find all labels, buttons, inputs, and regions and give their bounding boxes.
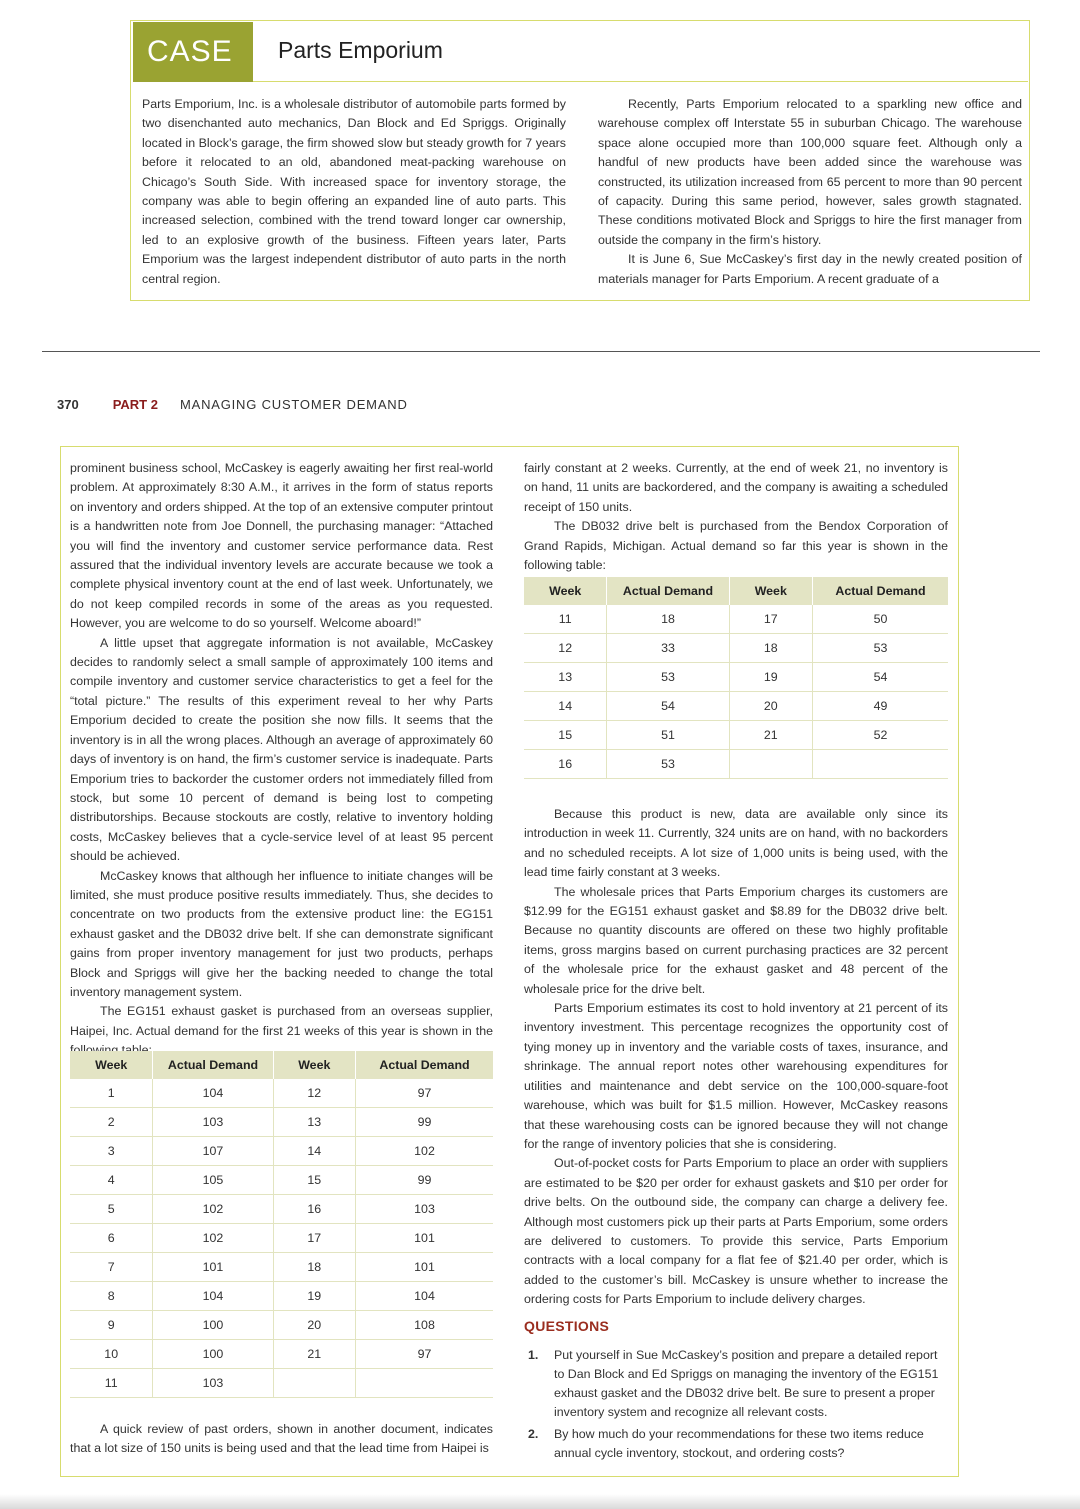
table-cell: 21 bbox=[729, 721, 812, 750]
table-row bbox=[70, 1340, 493, 1369]
table-cell: 7 bbox=[70, 1253, 153, 1282]
table-row bbox=[524, 634, 948, 663]
page-header bbox=[57, 397, 408, 412]
page-divider bbox=[42, 351, 1040, 352]
paragraph: Parts Emporium, Inc. is a wholesale distributor of automobile parts formed by two disenchanted auto mechanics, Dan Block and Ed Spriggs. Originally located in Block’s garage, the firm showed slow but steady growth for 7 years before it relocated to an old, abandoned meat-packing warehouse on Chicago’s South Side. With increased space for inventory storage, the company was able to begin offering an expanded line of auto parts. This increased selection, combined with the trend toward longer car ownership, led to an explosive growth of the business. Fifteen years later, Parts Emporium was the largest independent distributor of auto parts in the north central region. bbox=[142, 97, 566, 286]
table-cell: 101 bbox=[356, 1253, 494, 1282]
table-row bbox=[524, 692, 948, 721]
table-cell: 18 bbox=[607, 605, 729, 634]
data-table bbox=[524, 577, 948, 779]
table-cell: 2 bbox=[70, 1108, 153, 1137]
table-cell: 6 bbox=[70, 1224, 153, 1253]
table-cell: 53 bbox=[607, 663, 729, 692]
table-cell: 10 bbox=[70, 1340, 153, 1369]
question-text: By how much do your recommendations for these two items reduce annual cycle inventory, stockout, and ordering costs? bbox=[554, 1427, 924, 1460]
table-cell: 12 bbox=[524, 634, 607, 663]
questions-list bbox=[524, 1346, 948, 1466]
paragraph: A little upset that aggregate information is not available, McCaskey decides to randomly select a small sample of approximately 100 items and compile inventory and customer service characteristics to get a feel for the “total picture.” The results of this experiment reveal to her why Parts Emporium decided to create the position she now fills. It seems that the inventory is in all the wrong places. Although an average of approximately 60 days of inventory is on hand, the firm’s customer service is inadequate. Parts Emporium tries to backorder the customer orders not immediately filled from stock, but some 10 percent of demand is being lost to competing distributorships. Because stockouts are costly, relative to inventory holding costs, McCaskey believes that a cycle-service level of at least 95 percent should be achieved. bbox=[70, 635, 493, 864]
table-row bbox=[70, 1108, 493, 1137]
table-cell: 8 bbox=[70, 1282, 153, 1311]
table-cell: 16 bbox=[524, 750, 607, 779]
column-header: Week bbox=[524, 577, 607, 605]
table-row bbox=[70, 1311, 493, 1340]
paragraph: Parts Emporium estimates its cost to hold inventory at 21 percent of its inventory investment. This percentage recognizes the opportunity cost of tying money up in inventory and the variable costs of taxes, insurance, and shrinkage. The annual report notes other warehousing expenditures for utilities and maintenance and debt service on the 100,000-square-foot warehouse, which was built for $1.5 million. However, McCaskey reasons that these warehousing costs can be ignored because they will not change for the range of inventory policies that she is considering. bbox=[524, 1001, 948, 1151]
table-cell: 33 bbox=[607, 634, 729, 663]
table-cell: 15 bbox=[273, 1166, 355, 1195]
table-cell: 4 bbox=[70, 1166, 153, 1195]
table-cell: 20 bbox=[273, 1311, 355, 1340]
column-header: Actual Demand bbox=[356, 1051, 494, 1079]
column-header: Week bbox=[70, 1051, 153, 1079]
table-cell: 13 bbox=[273, 1108, 355, 1137]
table-cell bbox=[812, 750, 948, 779]
page-edge-shadow bbox=[0, 1494, 1080, 1509]
table-cell: 50 bbox=[812, 605, 948, 634]
table-cell: 101 bbox=[356, 1224, 494, 1253]
table-cell: 105 bbox=[153, 1166, 273, 1195]
table-body bbox=[524, 605, 948, 779]
after-table-text bbox=[524, 805, 948, 1310]
question-text: Put yourself in Sue McCaskey’s position and prepare a detailed report to Dan Block and Ed Spriggs on managing the inventory of the EG151 exhaust gasket and the DB032 drive belt. Be sure to present a proper inventory system and recognize all relevant costs. bbox=[554, 1348, 939, 1419]
case-title: Parts Emporium bbox=[278, 37, 443, 63]
table-row bbox=[70, 1369, 493, 1398]
table-cell: 18 bbox=[729, 634, 812, 663]
question-item bbox=[524, 1425, 948, 1463]
table-cell: 102 bbox=[356, 1137, 494, 1166]
table-row bbox=[70, 1137, 493, 1166]
table-row bbox=[70, 1079, 493, 1108]
paragraph: It is June 6, Sue McCaskey’s first day in the newly created position of materials manager for Parts Emporium. A recent graduate of a bbox=[598, 252, 1022, 286]
table-cell: 17 bbox=[729, 605, 812, 634]
table-cell: 14 bbox=[273, 1137, 355, 1166]
table-cell: 14 bbox=[524, 692, 607, 721]
data-table bbox=[70, 1051, 493, 1398]
table-cell: 108 bbox=[356, 1311, 494, 1340]
column-header: Actual Demand bbox=[812, 577, 948, 605]
table-cell: 102 bbox=[153, 1224, 273, 1253]
table-cell bbox=[273, 1369, 355, 1398]
table-cell: 17 bbox=[273, 1224, 355, 1253]
table-cell: 97 bbox=[356, 1079, 494, 1108]
paragraph: The EG151 exhaust gasket is purchased from an overseas supplier, Haipei, Inc. Actual demand for the first 21 weeks of this year is shown in the bbox=[70, 1004, 493, 1038]
table-cell: 104 bbox=[153, 1079, 273, 1108]
paragraph: Recently, Parts Emporium relocated to a sparkling new office and warehouse complex off Interstate 55 in suburban Chicago. The warehouse space alone occupied more than 100,000 square feet. Although only a handful of new products have been added since the warehouse was constructed, its utilization increased from 65 percent to more than 90 percent of capacity. During this same period, however, sales growth stagnated. These conditions motivated Block and Spriggs to hire the first manager from outside the company in the firm’s history. bbox=[598, 97, 1022, 247]
table-cell: 102 bbox=[153, 1195, 273, 1224]
table-row bbox=[70, 1253, 493, 1282]
paragraph: The DB032 drive belt is purchased from the Bendox Corporation of Grand Rapids, Michigan. Actual demand so far this year is shown in the following table: bbox=[524, 519, 948, 573]
column-header: Week bbox=[273, 1051, 355, 1079]
eg151-demand-table bbox=[70, 1051, 493, 1459]
paragraph: McCaskey knows that although her influence to initiate changes will be limited, she must produce positive results immediately. Thus, she decides to concentrate on two products from the extensive product line: the EG151 exhaust gasket and the DB032 drive belt. If she can demonstrate significant gains from proper inventory management for just two products, perhaps Block and Spriggs will give her the backing needed to change the total inventory management system. bbox=[70, 868, 493, 999]
table-row bbox=[524, 663, 948, 692]
db032-demand-table bbox=[524, 577, 948, 1310]
table-cell: 19 bbox=[729, 663, 812, 692]
section-title: MANAGING CUSTOMER DEMAND bbox=[179, 397, 408, 412]
table-cell: 20 bbox=[729, 692, 812, 721]
table-cell: 11 bbox=[70, 1369, 153, 1398]
paragraph: prominent business school, McCaskey is eagerly awaiting her first real-world problem. At approximately 8:30 A.M., it arrives in the form of status reports on inventory and orders shipped. At the top of an extensive computer printout is a handwritten note from Joe Donnell, the purchasing manager: “Attached you will find the inventory and customer service performance data. Rest assured that the individual inventory levels are accurate because we took a complete physical inventory count at the end of last week. Unfortunately, we do not keep compiled records in some of the areas as you requested. However, you are welcome to do so yourself. Welcome aboard!” bbox=[70, 461, 493, 631]
table-cell: 11 bbox=[524, 605, 607, 634]
table-cell: 97 bbox=[356, 1340, 494, 1369]
table-cell: 100 bbox=[153, 1340, 273, 1369]
paragraph: Out-of-pocket costs for Parts Emporium to place an order with suppliers are estimated to be $20 per order for exhaust gaskets and $10 per order for drive belts. On the outbound side, the company can charge a delivery fee. Although most customers pick up their parts at Parts Emporium, some orders are delivered to customers. To provide this service, Parts Emporium contracts with a local company for a flat fee of $21.40 per order, which is added to the customer’s bill. McCaskey is unsure whether to increase the ordering costs for Parts Emporium to include delivery charges. bbox=[524, 1156, 948, 1307]
table-cell: 13 bbox=[524, 663, 607, 692]
questions-heading: QUESTIONS bbox=[524, 1318, 610, 1334]
table-cell: 53 bbox=[812, 634, 948, 663]
table-cell: 104 bbox=[153, 1282, 273, 1311]
paragraph: Because this product is new, data are available only since its introduction in week 11. Currently, 324 units are on hand, with no backorders and no scheduled receipts. A lot size of 1,000 units is being used, with the lead time fairly constant at 3 weeks. bbox=[524, 807, 948, 880]
column-header: Week bbox=[729, 577, 812, 605]
table-cell bbox=[729, 750, 812, 779]
table-row bbox=[70, 1195, 493, 1224]
page-number: 370 bbox=[57, 397, 79, 412]
question-item bbox=[524, 1346, 948, 1422]
table-cell: 1 bbox=[70, 1079, 153, 1108]
part-label: PART 2 bbox=[112, 397, 158, 412]
column-header: Actual Demand bbox=[153, 1051, 273, 1079]
closing-paragraph-wrap bbox=[70, 1420, 493, 1459]
table-cell: 53 bbox=[607, 750, 729, 779]
table-row bbox=[524, 721, 948, 750]
table-cell: 21 bbox=[273, 1340, 355, 1369]
table-cell: 103 bbox=[153, 1108, 273, 1137]
table-cell bbox=[356, 1369, 494, 1398]
table-cell: 101 bbox=[153, 1253, 273, 1282]
table-row bbox=[70, 1166, 493, 1195]
table-cell: 54 bbox=[607, 692, 729, 721]
question-number: 2. bbox=[528, 1427, 539, 1441]
table-cell: 103 bbox=[153, 1369, 273, 1398]
table-cell: 104 bbox=[356, 1282, 494, 1311]
table-cell: 51 bbox=[607, 721, 729, 750]
table-row bbox=[70, 1282, 493, 1311]
table-cell: 12 bbox=[273, 1079, 355, 1108]
left-column bbox=[70, 459, 493, 1061]
table-cell: 100 bbox=[153, 1311, 273, 1340]
table-cell: 19 bbox=[273, 1282, 355, 1311]
question-number: 1. bbox=[528, 1348, 539, 1362]
right-column bbox=[524, 459, 948, 575]
table-cell: 54 bbox=[812, 663, 948, 692]
table-cell: 107 bbox=[153, 1137, 273, 1166]
column-header: Actual Demand bbox=[607, 577, 729, 605]
paragraph: The wholesale prices that Parts Emporium charges its customers are $12.99 for the EG151 exhaust gasket and $8.89 for the DB032 drive belt. Because no quantity discounts are offered on these two highly profitable items, gross margins based on current purchasing practices are 32 percent of the wholesale price for the exhaust gasket and 48 percent of the wholesale price for the drive belt. bbox=[524, 884, 948, 996]
table-row bbox=[70, 1224, 493, 1253]
table-cell: 52 bbox=[812, 721, 948, 750]
table-cell: 5 bbox=[70, 1195, 153, 1224]
table-cell: 99 bbox=[356, 1166, 494, 1195]
table-cell: 9 bbox=[70, 1311, 153, 1340]
table-row bbox=[524, 605, 948, 634]
case-intro-right bbox=[598, 95, 1022, 289]
table-body bbox=[70, 1079, 493, 1398]
paragraph: fairly constant at 2 weeks. Currently, at the end of week 21, no inventory is on hand, 11 units are backordered, and the company is awaiting a scheduled receipt of 150 units. bbox=[524, 461, 948, 514]
table-row bbox=[524, 750, 948, 779]
table-cell: 18 bbox=[273, 1253, 355, 1282]
table-cell: 15 bbox=[524, 721, 607, 750]
case-intro-left bbox=[142, 95, 566, 289]
table-cell: 103 bbox=[356, 1195, 494, 1224]
table-cell: 99 bbox=[356, 1108, 494, 1137]
table-cell: 49 bbox=[812, 692, 948, 721]
paragraph: A quick review of past orders, shown in another document, indicates that a lot size of 150 units is being used and that the lead time from Haipei is bbox=[70, 1422, 493, 1456]
table-cell: 16 bbox=[273, 1195, 355, 1224]
table-cell: 3 bbox=[70, 1137, 153, 1166]
case-label: CASE bbox=[133, 22, 253, 82]
